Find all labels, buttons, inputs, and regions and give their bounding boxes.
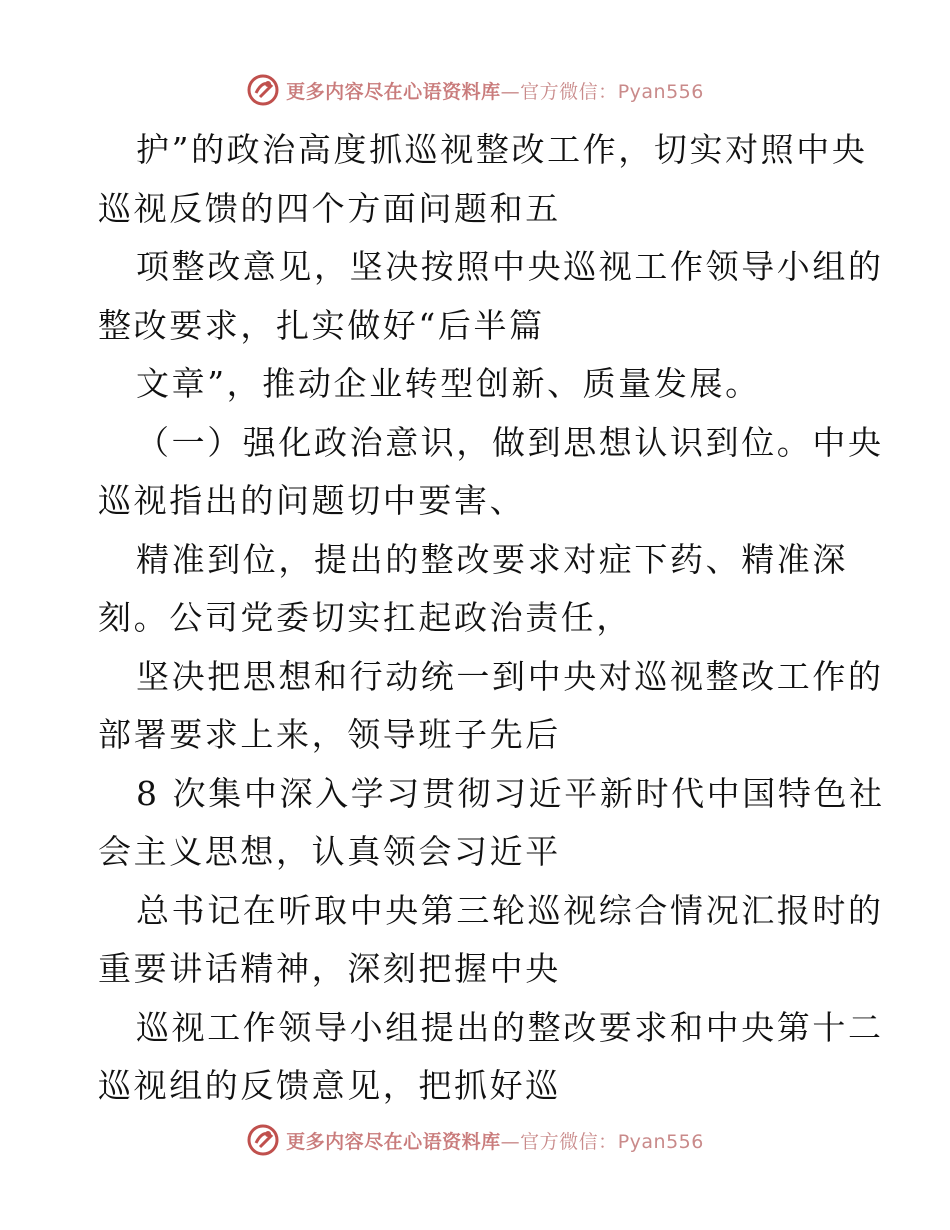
text-line: 总书记在听取中央第三轮巡视综合情况汇报时的 (136, 890, 884, 930)
footer-banner (0, 1120, 950, 1160)
text-line: 部署要求上来，领导班子先后 (98, 715, 561, 754)
text-line: 8 次集中深入学习贯彻习近平新时代中国特色社 (136, 773, 885, 813)
text-line: 文章”，推动企业转型创新、质量发展。 (136, 364, 761, 403)
footer-banner-text: 更多内容尽在心语资料库—官方微信：Pyan556 (286, 1130, 704, 1153)
text-line: 巡视工作领导小组提出的整改要求和中央第十二 (136, 1007, 884, 1047)
text-line: 重要讲话精神，深刻把握中央 (98, 949, 561, 988)
text-line: 护”的政治高度抓巡视整改工作，切实对照中央 (136, 130, 868, 169)
text-line: 会主义思想，认真领会习近平 (98, 832, 561, 871)
header-banner (0, 70, 950, 110)
text-line: 项整改意见，坚决按照中央巡视工作领导小组的 (136, 247, 884, 286)
text-line: 整改要求，扎实做好“后半篇 (98, 305, 545, 345)
header-banner-text: 更多内容尽在心语资料库—官方微信：Pyan556 (286, 80, 704, 103)
text-line: 刻。公司党委切实扛起政治责任， (98, 598, 632, 637)
text-line: 巡视指出的问题切中要害、 (98, 481, 526, 520)
text-line: （一）强化政治意识，做到思想认识到位。中央 (136, 422, 884, 462)
swirl-logo-icon (246, 1123, 280, 1157)
text-line: 巡视反馈的四个方面问题和五 (98, 188, 561, 228)
swirl-logo-icon (246, 73, 280, 107)
document-body (98, 121, 885, 1116)
text-line: 精准到位，提出的整改要求对症下药、精准深 (136, 539, 848, 579)
text-line: 巡视组的反馈意见，把抓好巡 (98, 1066, 561, 1105)
text-line: 坚决把思想和行动统一到中央对巡视整改工作的 (136, 656, 884, 696)
